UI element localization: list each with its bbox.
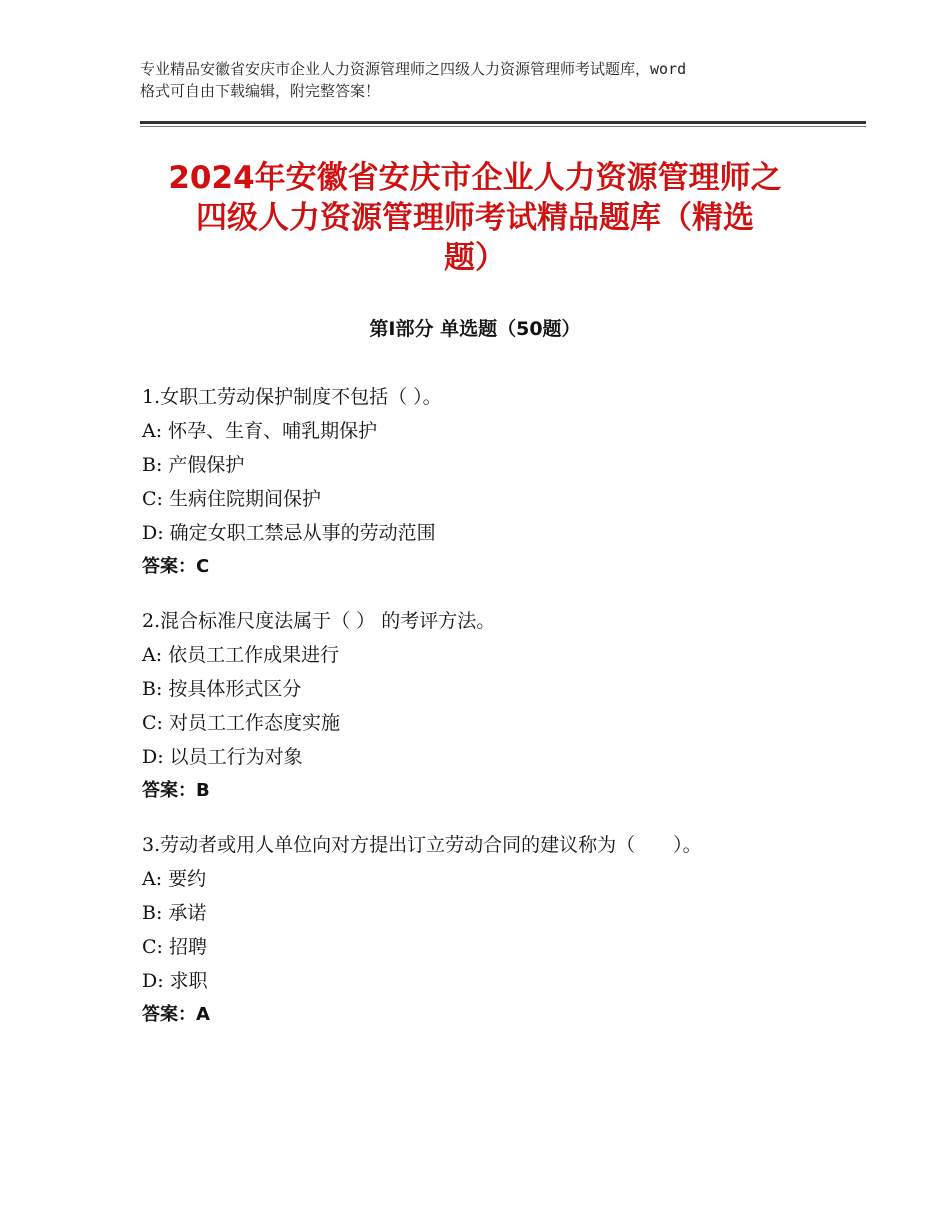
option-b: B: 按具体形式区分 [142,678,302,700]
option-d: D: 求职 [142,970,208,992]
header-divider [140,121,866,124]
option-c: C: 招聘 [142,936,207,958]
question-item [142,604,862,808]
question-stem: 2.混合标准尺度法属于（ ） 的考评方法。 [142,610,496,632]
answer: 答案：C [142,556,210,577]
option-a: A: 依员工工作成果进行 [142,644,340,666]
header-note-line: 专业精品安徽省安庆市企业人力资源管理师之四级人力资源管理师考试题库，word [140,60,687,78]
answer: 答案：A [142,1004,210,1025]
option-b: B: 产假保护 [142,454,245,476]
part-heading: 第Ⅰ部分 单选题（50题） [369,318,581,340]
option-b: B: 承诺 [142,902,207,924]
header-note-line: 格式可自由下载编辑，附完整答案！ [140,82,381,100]
option-c: C: 对员工工作态度实施 [142,712,340,734]
question-stem: 1.女职工劳动保护制度不包括（ ）。 [142,386,442,408]
document-title [120,158,830,278]
title-line: 四级人力资源管理师考试精品题库（精选 [196,200,754,236]
header-divider [140,126,866,127]
option-d: D: 确定女职工禁忌从事的劳动范围 [142,522,436,544]
option-c: C: 生病住院期间保护 [142,488,321,510]
answer: 答案：B [142,780,210,801]
header-note [140,58,830,102]
question-item [142,828,862,1032]
title-line: 题） [444,240,506,276]
option-d: D: 以员工行为对象 [142,746,303,768]
title-line: 2024年安徽省安庆市企业人力资源管理师之 [168,160,782,196]
question-item [142,380,862,584]
option-a: A: 要约 [142,868,207,890]
question-list [142,380,862,1052]
option-a: A: 怀孕、生育、哺乳期保护 [142,420,378,442]
question-stem: 3.劳动者或用人单位向对方提出订立劳动合同的建议称为（ ）。 [142,834,702,856]
